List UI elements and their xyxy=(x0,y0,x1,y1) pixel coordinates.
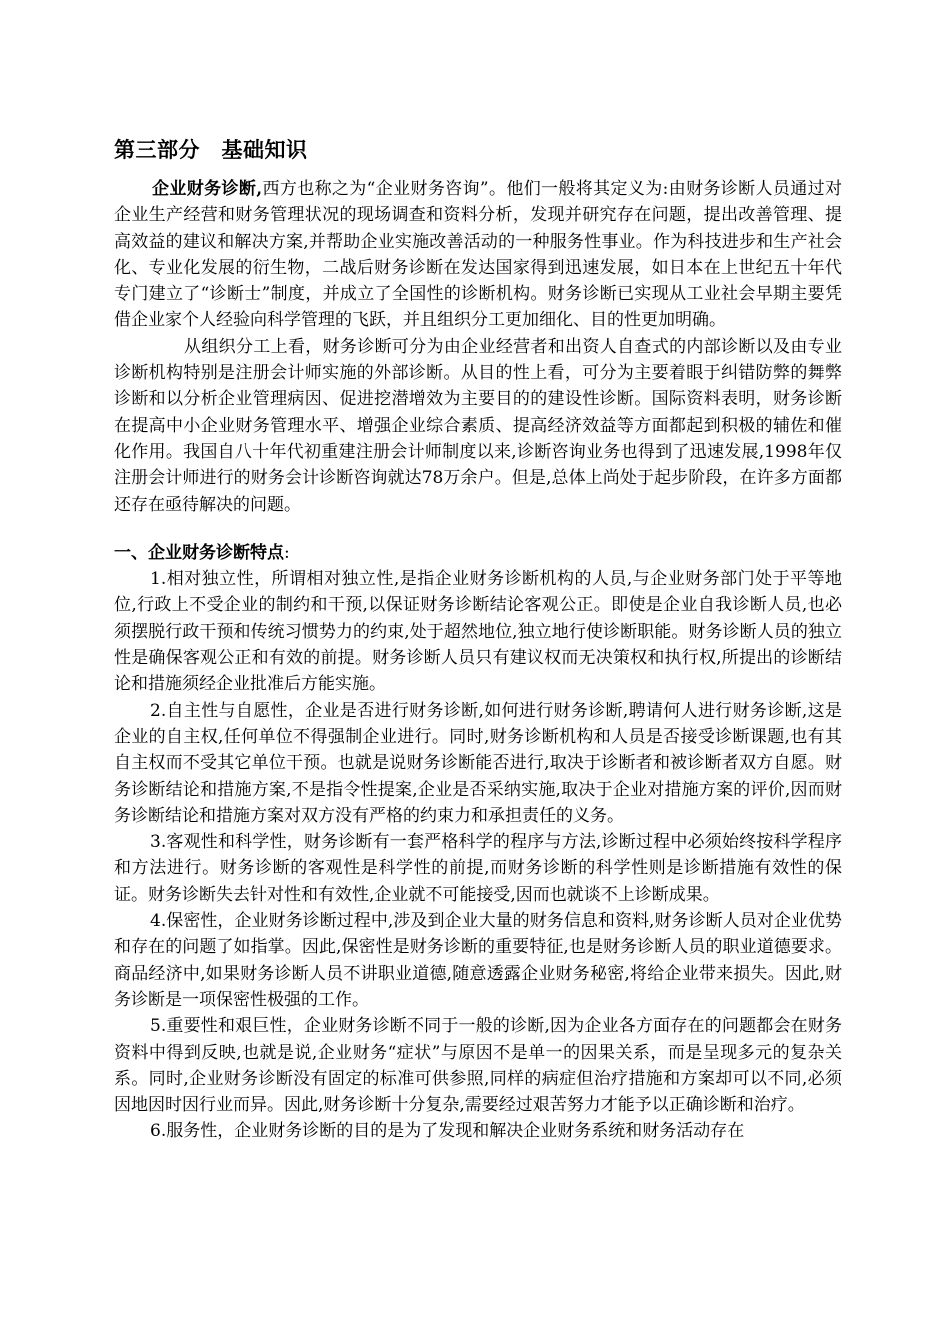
feature-item-2: 2.自主性与自愿性，企业是否进行财务诊断,如何进行财务诊断,聘请何人进行财务诊断,这是企业的自主权,任何单位不得强制企业进行。同时,财务诊断机构和人员是否接受诊断课题,也有其自主权而不受其它单位干预。也就是说财务诊断能否进行,取决于诊断者和被诊断者双方自愿。财务诊断结论和措施方案,不是指令性提案,企业是否采纳实施,取决于企业对措施方案的评价,因而财务诊断结论和措施方案对双方没有严格的约束力和承担责任的义务。 xyxy=(114,700,842,826)
intro-term: 企业财务诊断, xyxy=(152,179,263,199)
feature-item-5: 5.重要性和艰巨性，企业财务诊断不同于一般的诊断,因为企业各方面存在的问题都会在财务资料中得到反映,也就是说,企业财务“症状”与原因不是单一的因果关系，而是呈现多元的复杂关系。同时,企业财务诊断没有固定的标准可供参照,同样的病症但治疗措施和方案却可以不同,必须因地因时因行业而异。因此,财务诊断十分复杂,需要经过艰苦努力才能予以正确诊断和治疗。 xyxy=(114,1016,842,1116)
feature-item-3: 3.客观性和科学性，财务诊断有一套严格科学的程序与方法,诊断过程中必须始终按科学程序和方法进行。财务诊断的客观性是科学性的前提,而财务诊断的科学性则是诊断措施有效性的保证。财务诊断失去针对性和有效性,企业就不可能接受,因而也就谈不上诊断成果。 xyxy=(114,832,842,905)
document-page xyxy=(114,134,842,1145)
section-heading-colon: : xyxy=(284,542,290,563)
intro-text: 西方也称之为“企业财务咨询”。他们一般将其定义为:由财务诊断人员通过对企业生产经营和财务管理状况的现场调查和资料分析，发现并研究存在问题，提出改善管理、提高效益的建议和解决方案,并帮助企业实施改善活动的一种服务性事业。作为科技进步和生产社会化、专业化发展的衍生物，二战后财务诊断在发达国家得到迅速发展，如日本在上世纪五十年代专门建立了“诊断士”制度，并成立了全国性的诊断机构。财务诊断已实现从工业社会早期主要凭借企业家个人经验向科学管理的飞跃，并且组织分工更加细化、目的性更加明确。 xyxy=(114,179,842,331)
feature-item-6: 6.服务性，企业财务诊断的目的是为了发现和解决企业财务系统和财务活动存在 xyxy=(150,1121,745,1142)
section-heading-text: 一、企业财务诊断特点 xyxy=(114,542,284,563)
intro-paragraph xyxy=(114,176,842,334)
paragraph-organization: 从组织分工上看，财务诊断可分为由企业经营者和出资人自查式的内部诊断以及由专业诊断机构特别是注册会计师实施的外部诊断。从目的性上看，可分为主要着眼于纠错防弊的舞弊诊断和以分析企业管理病因、促进挖潜增效为主要目的的建设性诊断。国际资料表明，财务诊断在提高中小企业财务管理水平、增强企业综合素质、提高经济效益等方面都起到积极的辅佐和催化作用。我国自八十年代初重建注册会计师制度以来,诊断咨询业务也得到了迅速发展,1998年仅注册会计师进行的财务会计诊断咨询就达78万余户。但是,总体上尚处于起步阶段，在许多方面都还存在亟待解决的问题。 xyxy=(114,336,842,515)
feature-item-4: 4.保密性，企业财务诊断过程中,涉及到企业大量的财务信息和资料,财务诊断人员对企业优势和存在的问题了如指掌。因此,保密性是财务诊断的重要特征,也是财务诊断人员的职业道德要求。商品经济中,如果财务诊断人员不讲职业道德,随意透露企业财务秘密,将给企业带来损失。因此,财务诊断是一项保密性极强的工作。 xyxy=(114,911,842,1010)
part-title: 第三部分 基础知识 xyxy=(114,138,308,162)
feature-item-1: 1.相对独立性，所谓相对独立性,是指企业财务诊断机构的人员,与企业财务部门处于平等地位,行政上不受企业的制约和干预,以保证财务诊断结论客观公正。即使是企业自我诊断人员,也必须摆脱行政干预和传统习惯势力的约束,处于超然地位,独立地行使诊断职能。财务诊断人员的独立性是确保客观公正和有效的前提。财务诊断人员只有建议权而无决策权和执行权,所提出的诊断结论和措施须经企业批准后方能实施。 xyxy=(114,569,842,695)
section-heading xyxy=(114,540,842,566)
